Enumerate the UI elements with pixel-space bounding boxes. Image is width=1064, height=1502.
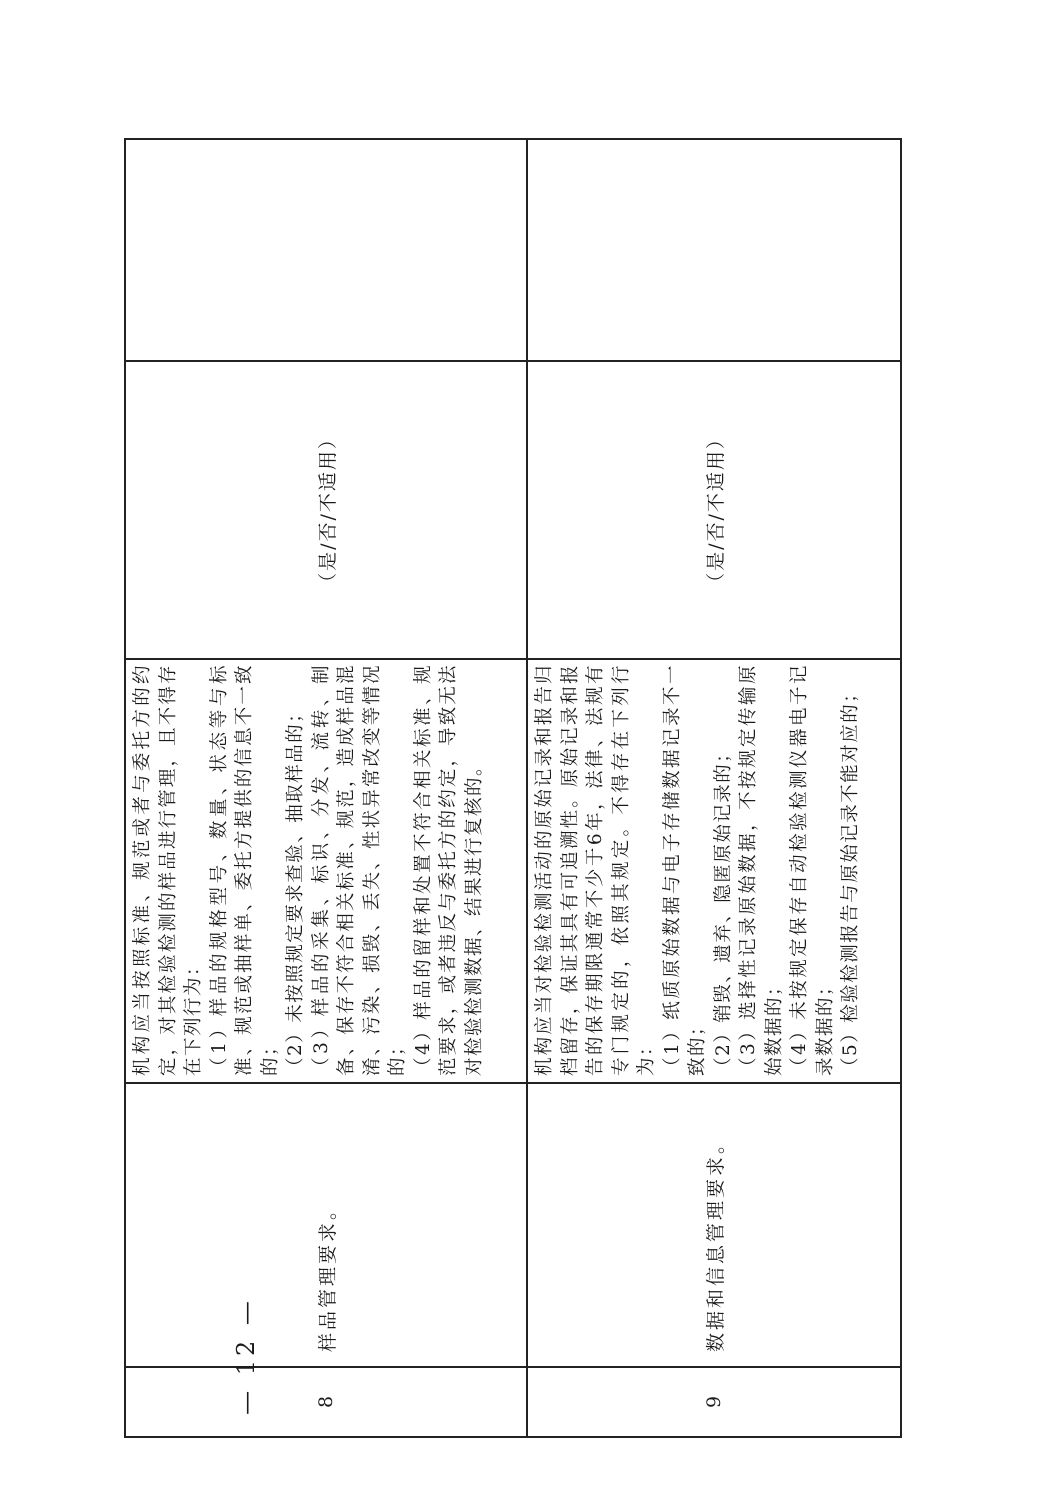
table-row [125, 139, 527, 1437]
remark-cell [125, 139, 527, 361]
page-number-text: — 12 — [232, 1297, 261, 1415]
content-paragraph: （1）纸质原始数据与电子存储数据记录不一致的； [661, 664, 709, 1076]
content-paragraph: （1）样品的规格型号、数量、状态等与标准、规范或抽样单、委托方提供的信息不一致的； [208, 664, 281, 1076]
page-number [226, 1297, 266, 1415]
content-paragraph: （3）样品的采集、标识、分发、流转、制备、保存不符合相关标准、规范，造成样品混淆、污染、损毁、丢失、性状异常改变等情况的； [310, 664, 408, 1076]
remark-cell [527, 139, 901, 361]
content-paragraph: （5）检验检测报告与原始记录不能对应的； [840, 682, 862, 1076]
table-row [527, 139, 901, 1437]
content-paragraph: （2）未按照规定要求查验、抽取样品的； [285, 702, 306, 1076]
content-paragraph: （3）选择性记录原始数据，不按规定传输原始数据的； [738, 664, 785, 1076]
row-number: 8 [125, 1367, 527, 1437]
row-number: 9 [527, 1367, 901, 1437]
answer-options: （是/否/不适用） [527, 361, 901, 659]
content-paragraph: 机构应当按照标准、规范或者与委托方的约定，对其检验检测的样品进行管理，且不得存在下列行为： [132, 664, 204, 1076]
check-item: 数据和信息管理要求。 [527, 1083, 901, 1367]
check-content [125, 659, 527, 1083]
rotated-page-content [124, 138, 902, 1438]
content-paragraph: （4）样品的留样和处置不符合相关标准、规范要求，或者违反与委托方的约定，导致无法对检验检测数据、结果进行复核的。 [412, 664, 485, 1076]
checklist-table [124, 138, 902, 1438]
answer-options: （是/否/不适用） [125, 361, 527, 659]
content-paragraph: （4）未按规定保存自动检验检测仪器电子记录数据的； [789, 664, 836, 1076]
check-item: 样品管理要求。 [125, 1083, 527, 1367]
content-paragraph: 机构应当对检验检测活动的原始记录和报告归档留存，保证其具有可追溯性。原始记录和报告的保存期限通常不少于6年，法律、法规有专门规定的，依照其规定。不得存在下列行为： [534, 664, 658, 1076]
content-paragraph: （2）销毁、遗弃、隐匿原始记录的； [712, 742, 734, 1076]
check-content [527, 659, 901, 1083]
